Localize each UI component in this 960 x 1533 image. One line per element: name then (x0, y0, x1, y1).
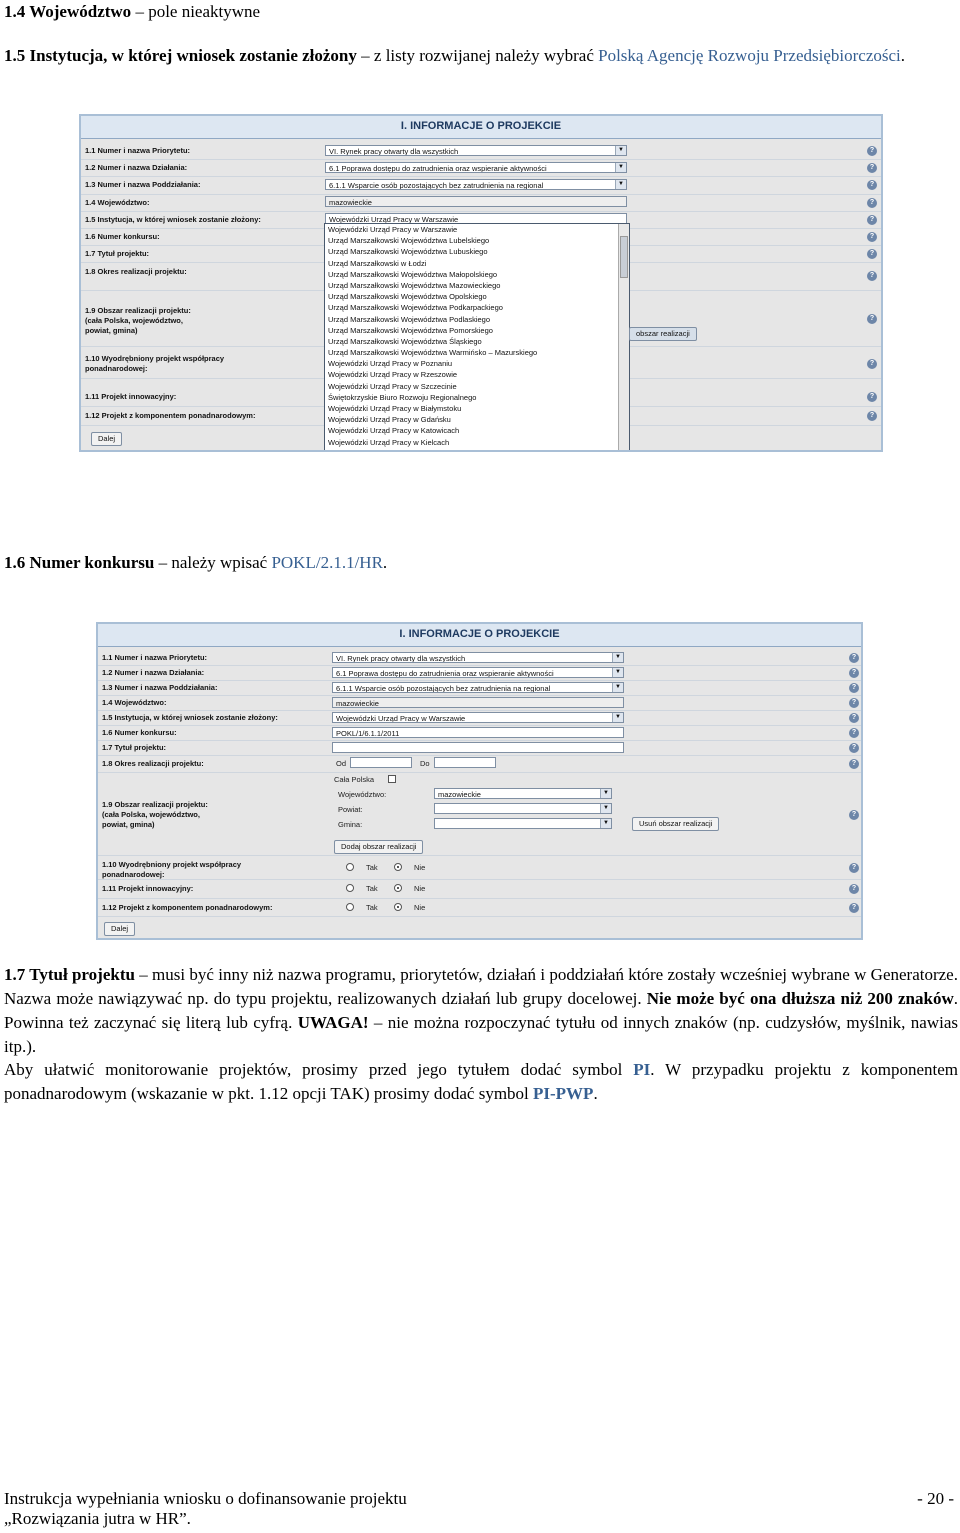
section-text: – pole nieaktywne (131, 2, 261, 21)
footer-line-2: „Rozwiązania jutra w HR”. (4, 1509, 191, 1528)
chevron-down-icon: ▼ (612, 683, 623, 692)
nie-label: Nie (414, 863, 426, 872)
row-label: 1.7 Tytuł projektu: (102, 743, 167, 752)
select-value: mazowieckie (438, 790, 481, 799)
row-label: ponadnarodowej: (85, 364, 148, 373)
help-icon[interactable]: ? (867, 163, 877, 173)
dzialanie-select[interactable] (332, 667, 624, 678)
row-divider (98, 772, 861, 773)
row-label: 1.8 Okres realizacji projektu: (85, 267, 187, 276)
dropdown-option[interactable]: Urząd Marszałkowski Województwa Lubuskiego (328, 247, 488, 257)
help-icon[interactable]: ? (867, 392, 877, 402)
chevron-down-icon: ▼ (615, 180, 626, 189)
wojewodztwo-select (325, 196, 627, 207)
row-label: 1.5 Instytucja, w której wniosek zostanie złożony: (85, 215, 261, 224)
select-value: mazowieckie (329, 198, 372, 207)
chevron-down-icon: ▼ (612, 668, 623, 677)
row-label: 1.8 Okres realizacji projektu: (102, 759, 204, 768)
row-label: 1.6 Numer konkursu: (102, 728, 177, 737)
form-title: I. INFORMACJE O PROJEKCIE (399, 628, 560, 640)
dropdown-option[interactable] (325, 448, 629, 452)
row-divider (98, 755, 861, 756)
input-value: POKL/1/6.1.1/2011 (336, 729, 400, 738)
tak-label: Tak (366, 863, 378, 872)
row-label: powiat, gmina) (102, 820, 155, 829)
select-value: Wojewódzki Urząd Pracy w Warszawie (329, 215, 459, 224)
gmina-label: Gmina: (338, 820, 363, 829)
dropdown-scrollbar[interactable] (618, 224, 629, 452)
row-divider (81, 159, 881, 160)
help-icon[interactable]: ? (867, 271, 877, 281)
dalej-button[interactable]: Dalej (91, 432, 122, 446)
section-heading: 1.5 Instytucja, w której wniosek zostanie złożony (4, 46, 357, 65)
pi-pwp-symbol: PI-PWP (533, 1084, 594, 1103)
row-label: 1.1 Numer i nazwa Priorytetu: (102, 653, 208, 662)
dropdown-option[interactable]: Urząd Marszałkowski Województwa Opolskiego (328, 292, 487, 302)
row-label: 1.2 Numer i nazwa Działania: (102, 668, 205, 677)
help-icon[interactable]: ? (867, 198, 877, 208)
help-icon[interactable]: ? (849, 683, 859, 693)
row-label: 1.3 Numer i nazwa Poddziałania: (85, 180, 201, 189)
row-divider (81, 211, 881, 212)
dropdown-option[interactable]: Wojewódzki Urząd Pracy w Warszawie (328, 225, 458, 234)
section-heading: 1.4 Województwo (4, 2, 132, 21)
row-label: powiat, gmina) (85, 326, 138, 335)
tak-label: Tak (366, 903, 378, 912)
dropdown-option[interactable]: Wojewódzki Urząd Pracy w Kielcach (328, 437, 450, 447)
powiat-select[interactable] (434, 803, 612, 814)
nie-radio-111[interactable] (394, 884, 402, 892)
section-1-7 (4, 963, 958, 1059)
dropdown-option[interactable]: Urząd Marszałkowski Województwa Warmińsko – Mazurskiego (328, 348, 538, 358)
page-number: - 20 - (917, 1489, 954, 1508)
chevron-down-icon: ▼ (615, 146, 626, 155)
help-icon[interactable]: ? (849, 713, 859, 723)
row-label: (cała Polska, województwo, (85, 316, 183, 325)
section-heading: 1.6 Numer konkursu (4, 553, 155, 572)
help-icon[interactable]: ? (867, 249, 877, 259)
dropdown-option[interactable]: Wojewódzki Urząd Pracy w Białymstoku (328, 404, 462, 413)
help-icon[interactable]: ? (849, 884, 859, 894)
numer-konkursu-input[interactable] (332, 727, 624, 738)
chevron-down-icon: ▼ (600, 804, 611, 813)
tak-label: Tak (366, 884, 378, 893)
row-label: (cała Polska, województwo, (102, 810, 200, 819)
help-icon[interactable]: ? (867, 180, 877, 190)
row-divider (98, 665, 861, 666)
dropdown-option[interactable]: Urząd Marszałkowski Województwa Pomorskiego (328, 325, 493, 335)
dropdown-option[interactable]: Urząd Marszałkowski Województwa Podlaskiego (328, 314, 491, 324)
row-divider (98, 879, 861, 880)
nie-radio-110[interactable] (394, 863, 402, 871)
row-divider (81, 176, 881, 177)
tak-radio-112[interactable] (346, 903, 354, 911)
row-label: 1.10 Wyodrębniony projekt współpracy (102, 860, 242, 869)
help-icon[interactable]: ? (867, 215, 877, 225)
section-text: . Powinna też zaczynać się literą lub cyfrą. (4, 989, 958, 1032)
select-value: VI. Rynek pracy otwarty dla wszystkich (336, 654, 466, 663)
gmina-select[interactable] (434, 818, 612, 829)
wojewodztwo-select (332, 697, 624, 708)
paragraph-text: . W przypadku projektu z komponentem ponadnarodowym (wskazanie w pkt. 1.12 opcji TAK) prosimy dodać symbol (4, 1060, 958, 1103)
row-label: 1.4 Województwo: (85, 198, 150, 207)
help-icon[interactable]: ? (867, 232, 877, 242)
cala-polska-checkbox[interactable] (388, 775, 396, 783)
row-label: 1.1 Numer i nazwa Priorytetu: (85, 146, 191, 155)
tak-radio-111[interactable] (346, 884, 354, 892)
row-divider (98, 916, 861, 917)
instytucja-select[interactable] (332, 712, 624, 723)
row-label: ponadnarodowej: (102, 870, 165, 879)
chevron-down-icon: ▼ (600, 819, 611, 828)
nie-label: Nie (414, 903, 426, 912)
row-label: 1.3 Numer i nazwa Poddziałania: (102, 683, 218, 692)
dropdown-option[interactable]: Urząd Marszałkowski Województwa Podkarpackiego (328, 303, 503, 313)
form-screenshot-filled (96, 622, 863, 940)
select-value: 6.1.1 Wsparcie osób pozostających bez zatrudnienia na regional (329, 181, 544, 190)
help-icon[interactable]: ? (849, 903, 859, 913)
usun-obszar-button[interactable]: Usuń obszar realizacji (632, 817, 719, 831)
row-label: 1.9 Obszar realizacji projektu: (85, 306, 191, 315)
dropdown-option[interactable]: Urząd Marszałkowski Województwa Mazowieckiego (328, 280, 501, 290)
footer (4, 1489, 407, 1529)
help-icon[interactable]: ? (849, 668, 859, 678)
dropdown-option[interactable]: Urząd Marszałkowski Województwa Śląskiego (328, 336, 482, 346)
row-label: 1.2 Numer i nazwa Działania: (85, 163, 188, 172)
dropdown-option[interactable]: Wojewódzki Urząd Pracy w Rzeszowie (328, 370, 458, 380)
help-icon[interactable]: ? (849, 863, 859, 873)
select-value: 6.1 Poprawa dostępu do zatrudnienia oraz wspieranie aktywności (336, 669, 554, 678)
poddzialanie-select[interactable] (325, 179, 627, 190)
dropdown-option[interactable]: Urząd Marszałkowski w Łodzi (328, 258, 427, 268)
select-value: Wojewódzki Urząd Pracy w Warszawie (336, 714, 466, 723)
obszar-wojewodztwo-select[interactable] (434, 788, 612, 799)
help-icon[interactable]: ? (849, 698, 859, 708)
section-heading: 1.7 Tytuł projektu (4, 965, 135, 984)
help-icon[interactable]: ? (867, 314, 877, 324)
help-icon[interactable]: ? (867, 146, 877, 156)
help-icon[interactable]: ? (849, 759, 859, 769)
select-value: 6.1 Poprawa dostępu do zatrudnienia oraz wspieranie aktywności (329, 164, 547, 173)
row-label: 1.11 Projekt innowacyjny: (102, 884, 194, 893)
od-date-input[interactable] (350, 757, 412, 768)
section-text: – należy wpisać (154, 553, 272, 572)
highlight-value: POKL/2.1.1/HR (271, 553, 383, 572)
row-divider (98, 725, 861, 726)
row-label: 1.7 Tytuł projektu: (85, 249, 150, 258)
do-label: Do (420, 759, 430, 768)
dropdown-option[interactable]: Wojewódzki Urząd Pracy w Gdańsku (328, 415, 451, 425)
help-icon[interactable]: ? (849, 743, 859, 753)
instytucja-dropdown-list[interactable] (324, 223, 630, 452)
row-divider (98, 855, 861, 856)
section-1-4 (4, 0, 958, 24)
dropdown-option[interactable]: Wojewódzki Urząd Pracy w Poznaniu (328, 359, 453, 369)
help-icon[interactable]: ? (867, 411, 877, 421)
scrollbar-thumb[interactable] (620, 236, 628, 278)
punct: . (593, 1084, 598, 1103)
footer-line-1: Instrukcja wypełniania wniosku o dofinansowanie projektu (4, 1489, 407, 1508)
tak-radio-110[interactable] (346, 863, 354, 871)
nie-radio-112[interactable] (394, 903, 402, 911)
punct: . (382, 553, 388, 572)
row-divider (81, 194, 881, 195)
chevron-down-icon: ▼ (600, 789, 611, 798)
row-label: 1.12 Projekt z komponentem ponadnarodowym: (102, 903, 273, 912)
form-title: I. INFORMACJE O PROJEKCIE (400, 120, 562, 132)
row-divider (98, 695, 861, 696)
select-value: mazowieckie (336, 699, 379, 708)
nie-label: Nie (414, 884, 426, 893)
do-date-input[interactable] (434, 757, 496, 768)
help-icon[interactable]: ? (849, 728, 859, 738)
warning-label: UWAGA! (297, 1013, 369, 1032)
row-label: 1.11 Projekt innowacyjny: (85, 392, 177, 401)
section-text: – z listy rozwijanej należy wybrać (356, 46, 599, 65)
dodaj-obszar-button[interactable]: Dodaj obszar realizacji (334, 840, 423, 854)
help-icon[interactable]: ? (867, 359, 877, 369)
highlight-value: Polską Agencję Rozwoju Przedsiębiorczości (598, 46, 901, 65)
dropdown-option[interactable]: Wojewódzki Urząd Pracy w Katowicach (328, 426, 460, 436)
row-divider (98, 680, 861, 681)
pi-symbol: PI (633, 1060, 651, 1079)
dzialanie-select[interactable] (325, 162, 627, 173)
poddzialanie-select[interactable] (332, 682, 624, 693)
paragraph-text: Aby ułatwić monitorowanie projektów, prosimy przed jego tytułem dodać symbol (4, 1060, 634, 1079)
row-label: 1.9 Obszar realizacji projektu: (102, 800, 208, 809)
row-label: 1.4 Województwo: (102, 698, 167, 707)
dropdown-option[interactable]: Świętokrzyskie Biuro Rozwoju Regionalnego (328, 392, 477, 402)
dalej-button[interactable]: Dalej (104, 922, 135, 936)
row-label: 1.6 Numer konkursu: (85, 232, 160, 241)
section-1-6 (4, 551, 958, 575)
help-icon[interactable]: ? (849, 653, 859, 663)
chevron-down-icon: ▼ (612, 653, 623, 662)
pi-paragraph (4, 1058, 958, 1106)
row-divider (98, 740, 861, 741)
row-divider (98, 710, 861, 711)
section-text: – nie można rozpoczynać tytułu od innych znaków (np. cudzysłów, myślnik, nawias itp.). (4, 1013, 958, 1056)
dropdown-option[interactable]: Wojewódzki Urząd Pracy w Szczecinie (328, 381, 457, 391)
form-screenshot-dropdown (79, 114, 883, 452)
dropdown-options (325, 224, 629, 452)
section-text: – musi być inny niż nazwa programu, priorytetów, działań i poddziałań które zostały wcześniej wybrane w Generatorze. Nazwa może nawiązywać np. do typu projektu, realizowanych działań lub grupy docelowej. (4, 965, 958, 1008)
chevron-down-icon: ▼ (612, 713, 623, 722)
priorytet-select[interactable] (325, 145, 627, 156)
select-value: VI. Rynek pracy otwarty dla wszystkich (329, 147, 459, 156)
length-limit-text: Nie może być ona dłuższa niż 200 znaków (646, 989, 954, 1008)
row-label: 1.5 Instytucja, w której wniosek zostanie złożony: (102, 713, 278, 722)
powiat-label: Powiat: (338, 805, 363, 814)
row-label: 1.12 Projekt z komponentem ponadnarodowym: (85, 411, 256, 420)
cala-polska-label: Cała Polska (334, 775, 375, 784)
select-value: 6.1.1 Wsparcie osób pozostających bez zatrudnienia na regional (336, 684, 551, 693)
wojewodztwo-label: Województwo: (338, 790, 387, 799)
punct: . (900, 46, 905, 65)
dropdown-option[interactable]: Urząd Marszałkowski Województwa Małopolskiego (328, 269, 498, 279)
help-icon[interactable]: ? (849, 810, 859, 820)
chevron-down-icon: ▼ (615, 163, 626, 172)
priorytet-select[interactable] (332, 652, 624, 663)
row-divider (98, 898, 861, 899)
dropdown-option[interactable]: Urząd Marszałkowski Województwa Lubelskiego (328, 236, 490, 246)
section-1-5 (4, 44, 958, 68)
tytul-projektu-input[interactable] (332, 742, 624, 753)
row-label: 1.10 Wyodrębniony projekt współpracy (85, 354, 225, 363)
od-label: Od (336, 759, 347, 768)
obszar-realizacji-button[interactable]: obszar realizacji (629, 327, 697, 341)
